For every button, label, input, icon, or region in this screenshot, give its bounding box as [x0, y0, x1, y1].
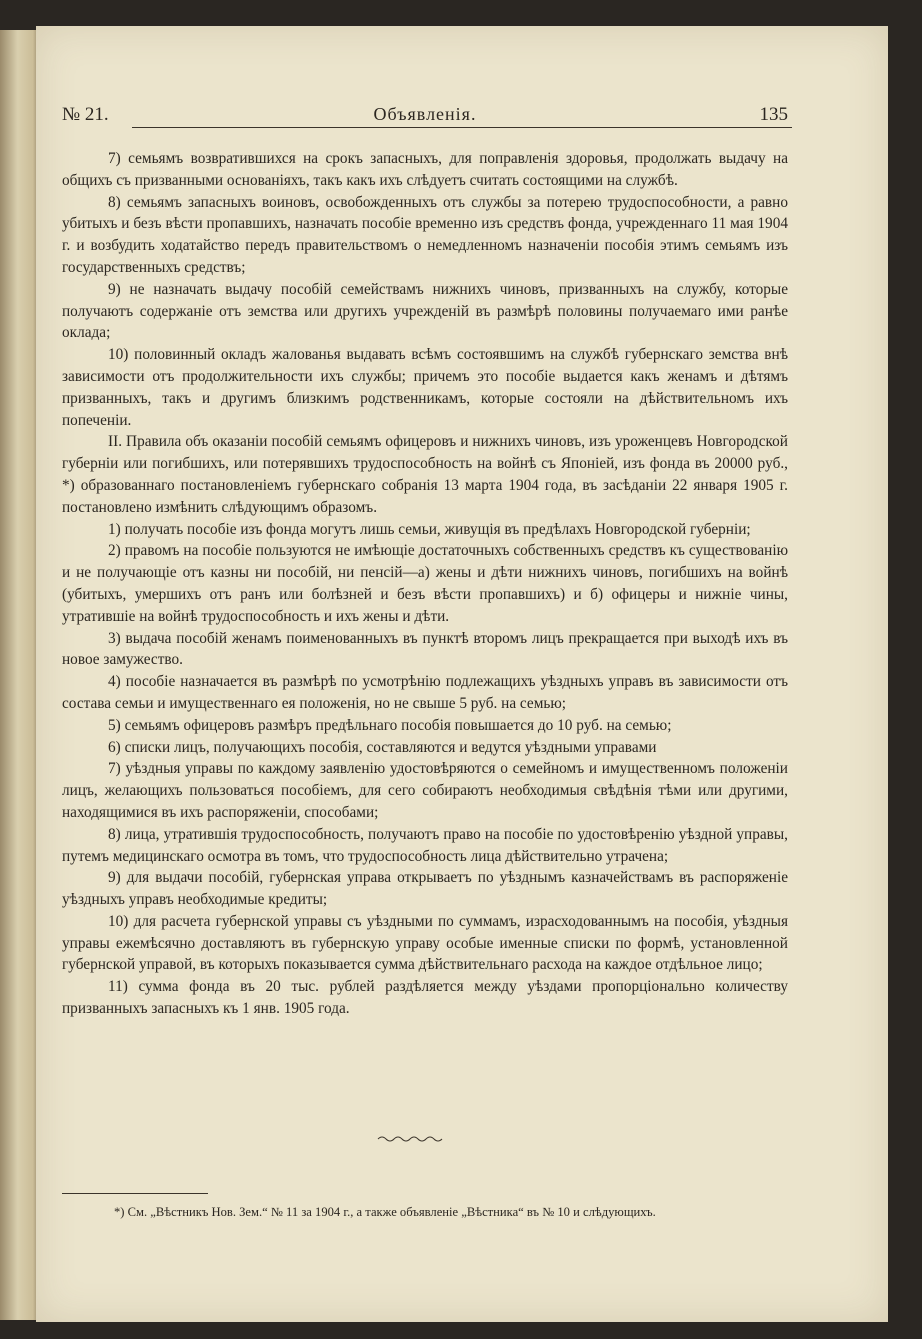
paragraph: 9) не назначать выдачу пособій семействамъ нижнихъ чиновъ, призванныхъ на службу, которые получаютъ содержаніе отъ земства или другихъ учрежденій въ размѣрѣ половины получаемаго ими ранѣе оклада;	[62, 280, 788, 342]
page-sheet	[36, 26, 888, 1322]
paragraph: 10) для расчета губернской управы съ уѣздными по суммамъ, израсходованнымъ на пособія, уѣздныя управы ежемѣсячно доставляютъ въ губернскую управу особые именные списки по формѣ, установленной губернской управой, въ которыхъ показывается сумма дѣйствительнаго расхода на каждое отдѣльное лицо;	[62, 912, 788, 974]
paragraph: 7) уѣздныя управы по каждому заявленію удостовѣряются о семейномъ и имущественномъ положеніи лицъ, желающихъ пользоваться пособіемъ, для сего собираютъ необходимыя свѣдѣнія тѣми или другими, находящимися въ ихъ распоряженіи, способами;	[62, 760, 788, 821]
paragraph: 5) семьямъ офицеровъ размѣръ предѣльнаго пособія повышается до 10 руб. на семью;	[108, 716, 672, 734]
paragraph: 4) пособіе назначается въ размѣрѣ по усмотрѣнію подлежащихъ уѣздныхъ управъ въ зависимости отъ состава семьи и имущественнаго ея положенія, но не свыше 5 руб. на семью;	[62, 673, 788, 712]
section-divider-flourish	[376, 1134, 446, 1144]
paragraph: 10) половинный окладъ жалованья выдавать всѣмъ состоявшимъ на службѣ губернскаго земства внѣ зависимости отъ продолжительности ихъ службы; причемъ это пособіе выдается какъ женамъ и дѣтямъ призванныхъ, такъ и другимъ близкимъ родственникамъ, которые состояли на дѣйствительномъ ихъ попеченіи.	[62, 346, 788, 429]
page-number: 135	[759, 104, 788, 125]
paragraph: II. Правила объ оказаніи пособій семьямъ офицеровъ и нижнихъ чиновъ, изъ уроженцевъ Новгородской губерніи или погибшихъ, или потерявшихъ трудоспособность на войнѣ съ Японіей, изъ фонда въ 20000 руб., *) образованнаго постановленіемъ губернскаго собранія 13 марта 1904 года, въ засѣданіи 22 января 1905 г. постановлено измѣнить слѣдующимъ образомъ.	[62, 433, 788, 516]
paragraph: 8) лица, утратившія трудоспособность, получаютъ право на пособіе по удостовѣренію уѣздной управы, путемъ медицинскаго осмотра въ томъ, что трудоспособность лица дѣйствительно утрачена;	[62, 825, 788, 865]
body-text	[62, 148, 788, 1020]
footnote-text: *) См. „Вѣстникъ Нов. Зем.“ № 11 за 1904 г., а также объявленіе „Вѣстника“ въ № 10 и слѣдующихъ.	[114, 1205, 656, 1219]
paragraph: 7) семьямъ возвратившихся на срокъ запасныхъ, для поправленія здоровья, продолжать выдачу на общихъ съ призванными основаніяхъ, такъ какъ ихъ слѣдуетъ считать состоящими на службѣ.	[62, 150, 788, 189]
paragraph: 9) для выдачи пособій, губернская управа открываетъ по уѣзднымъ казначействамъ въ распоряженіе уѣздныхъ управъ необходимые кредиты;	[62, 869, 788, 909]
footnote	[62, 1203, 788, 1221]
section-title: Объявленія.	[373, 104, 477, 124]
paragraph: 3) выдача пособій женамъ поименованныхъ въ пунктѣ второмъ лицъ прекращается при выходѣ ихъ въ новое замужество.	[62, 629, 788, 669]
paragraph: 1) получать пособіе изъ фонда могутъ лишь семьи, живущія въ предѣлахъ Новгородской губерніи;	[108, 520, 751, 538]
paragraph: 8) семьямъ запасныхъ воиновъ, освобожденныхъ отъ службы за потерею трудоспособности, а равно убитыхъ и безъ вѣсти пропавшихъ, назначать пособіе временно изъ средствъ фонда, учрежденнаго 11 мая 1904 г. и возбудить ходатайство передъ правительствомъ о немедленномъ назначеніи пособія этимъ семьямъ изъ государственныхъ средствъ;	[62, 193, 788, 276]
paragraph: 2) правомъ на пособіе пользуются не имѣющіе достаточныхъ собственныхъ средствъ къ существованію и не получающіе отъ казны ни пособій, ни пенсій—а) жены и дѣти нижнихъ чиновъ, погибшихъ на войнѣ (убитыхъ, умершихъ отъ ранъ или болѣзней и безъ вѣсти пропавшихъ) и б) офицеры и нижніе чины, утратившіе на войнѣ трудоспособность и ихъ жены и дѣти.	[62, 542, 788, 625]
header-rule	[132, 127, 792, 128]
footnote-rule	[62, 1193, 208, 1194]
issue-number: № 21.	[62, 104, 109, 125]
paragraph: 11) сумма фонда въ 20 тыс. рублей раздѣляется между уѣздами пропорціонально количеству призванныхъ запасныхъ къ 1 янв. 1905 года.	[62, 978, 788, 1018]
paragraph: 6) списки лицъ, получающихъ пособія, составляются и ведутся уѣздными управами	[108, 738, 657, 756]
